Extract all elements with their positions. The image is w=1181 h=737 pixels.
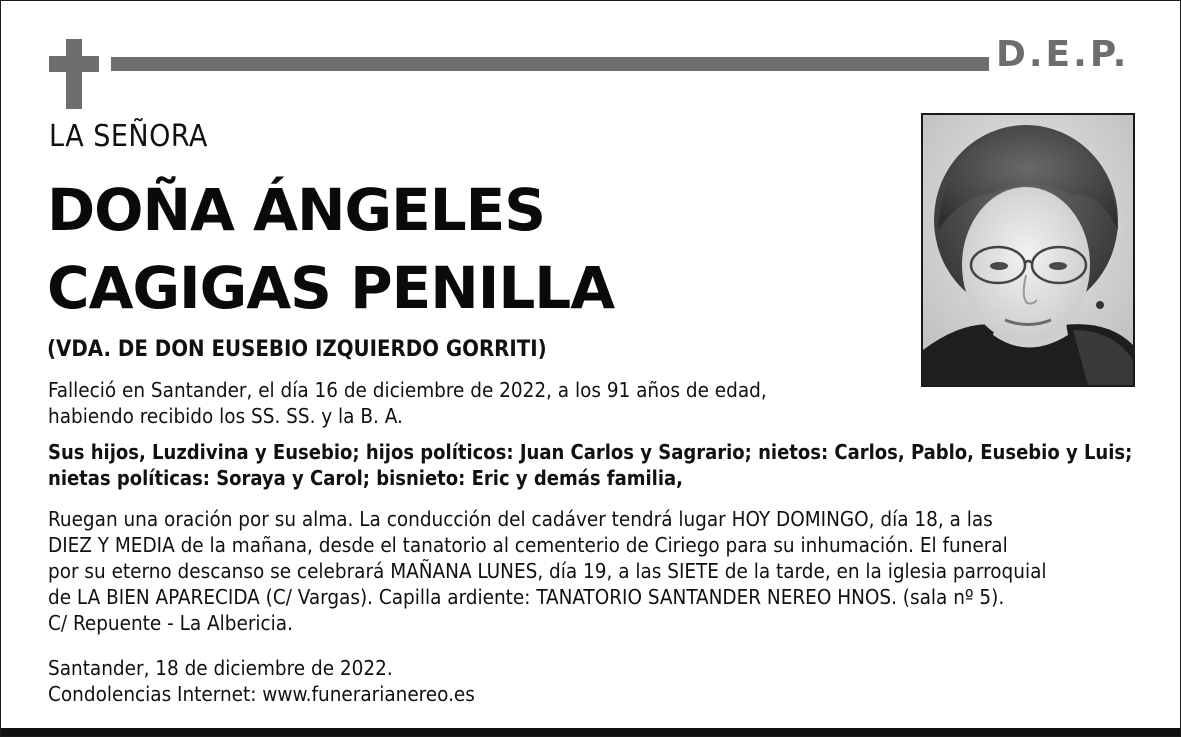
footer [48, 655, 475, 707]
name-line-1: DOÑA ÁNGELES [47, 176, 546, 244]
family-line: Sus hijos, Luzdivina y Eusebio; hijos políticos: Juan Carlos y Sagrario; nietos: Carlos, Pablo, Eusebio y Luis; [48, 440, 1133, 464]
header-rule [111, 57, 989, 71]
honorific: LA SEÑORA [49, 119, 208, 154]
widow-of: (VDA. DE DON EUSEBIO IZQUIERDO GORRITI) [47, 337, 547, 362]
service-line: por su eterno descanso se celebrará MAÑANA LUNES, día 19, a las SIETE de la tarde, en la iglesia parroquial [48, 559, 1047, 583]
death-notice-line: habiendo recibido los SS. SS. y la B. A. [48, 404, 403, 428]
death-notice-line: Falleció en Santander, el día 16 de diciembre de 2022, a los 91 años de edad, [48, 378, 767, 402]
portrait-image [923, 115, 1133, 385]
condolences-link: Condolencias Internet: www.funerarianereo.es [48, 682, 475, 706]
service-details [48, 506, 1047, 636]
name-line-2: CAGIGAS PENILLA [47, 254, 615, 322]
portrait-photo [921, 113, 1135, 387]
dep-label: D.E.P. [996, 34, 1130, 75]
family-line: nietas políticas: Soraya y Carol; bisnieto: Eric y demás familia, [48, 466, 683, 490]
death-notice [48, 377, 767, 429]
bottom-border [1, 728, 1180, 736]
place-date: Santander, 18 de diciembre de 2022. [48, 656, 393, 680]
service-line: C/ Repuente - La Albericia. [48, 611, 293, 635]
cross-icon-arm [49, 56, 99, 72]
service-line: DIEZ Y MEDIA de la mañana, desde el tanatorio al cementerio de Ciriego para su inhumación. El funeral [48, 533, 1008, 557]
service-line: Ruegan una oración por su alma. La conducción del cadáver tendrá lugar HOY DOMINGO, día 18, a las [48, 507, 993, 531]
service-line: de LA BIEN APARECIDA (C/ Vargas). Capilla ardiente: TANATORIO SANTANDER NEREO HNOS. (sala nº 5). [48, 585, 1005, 609]
family-list [48, 439, 1132, 491]
deceased-name [47, 171, 614, 327]
cross-icon [66, 39, 82, 109]
